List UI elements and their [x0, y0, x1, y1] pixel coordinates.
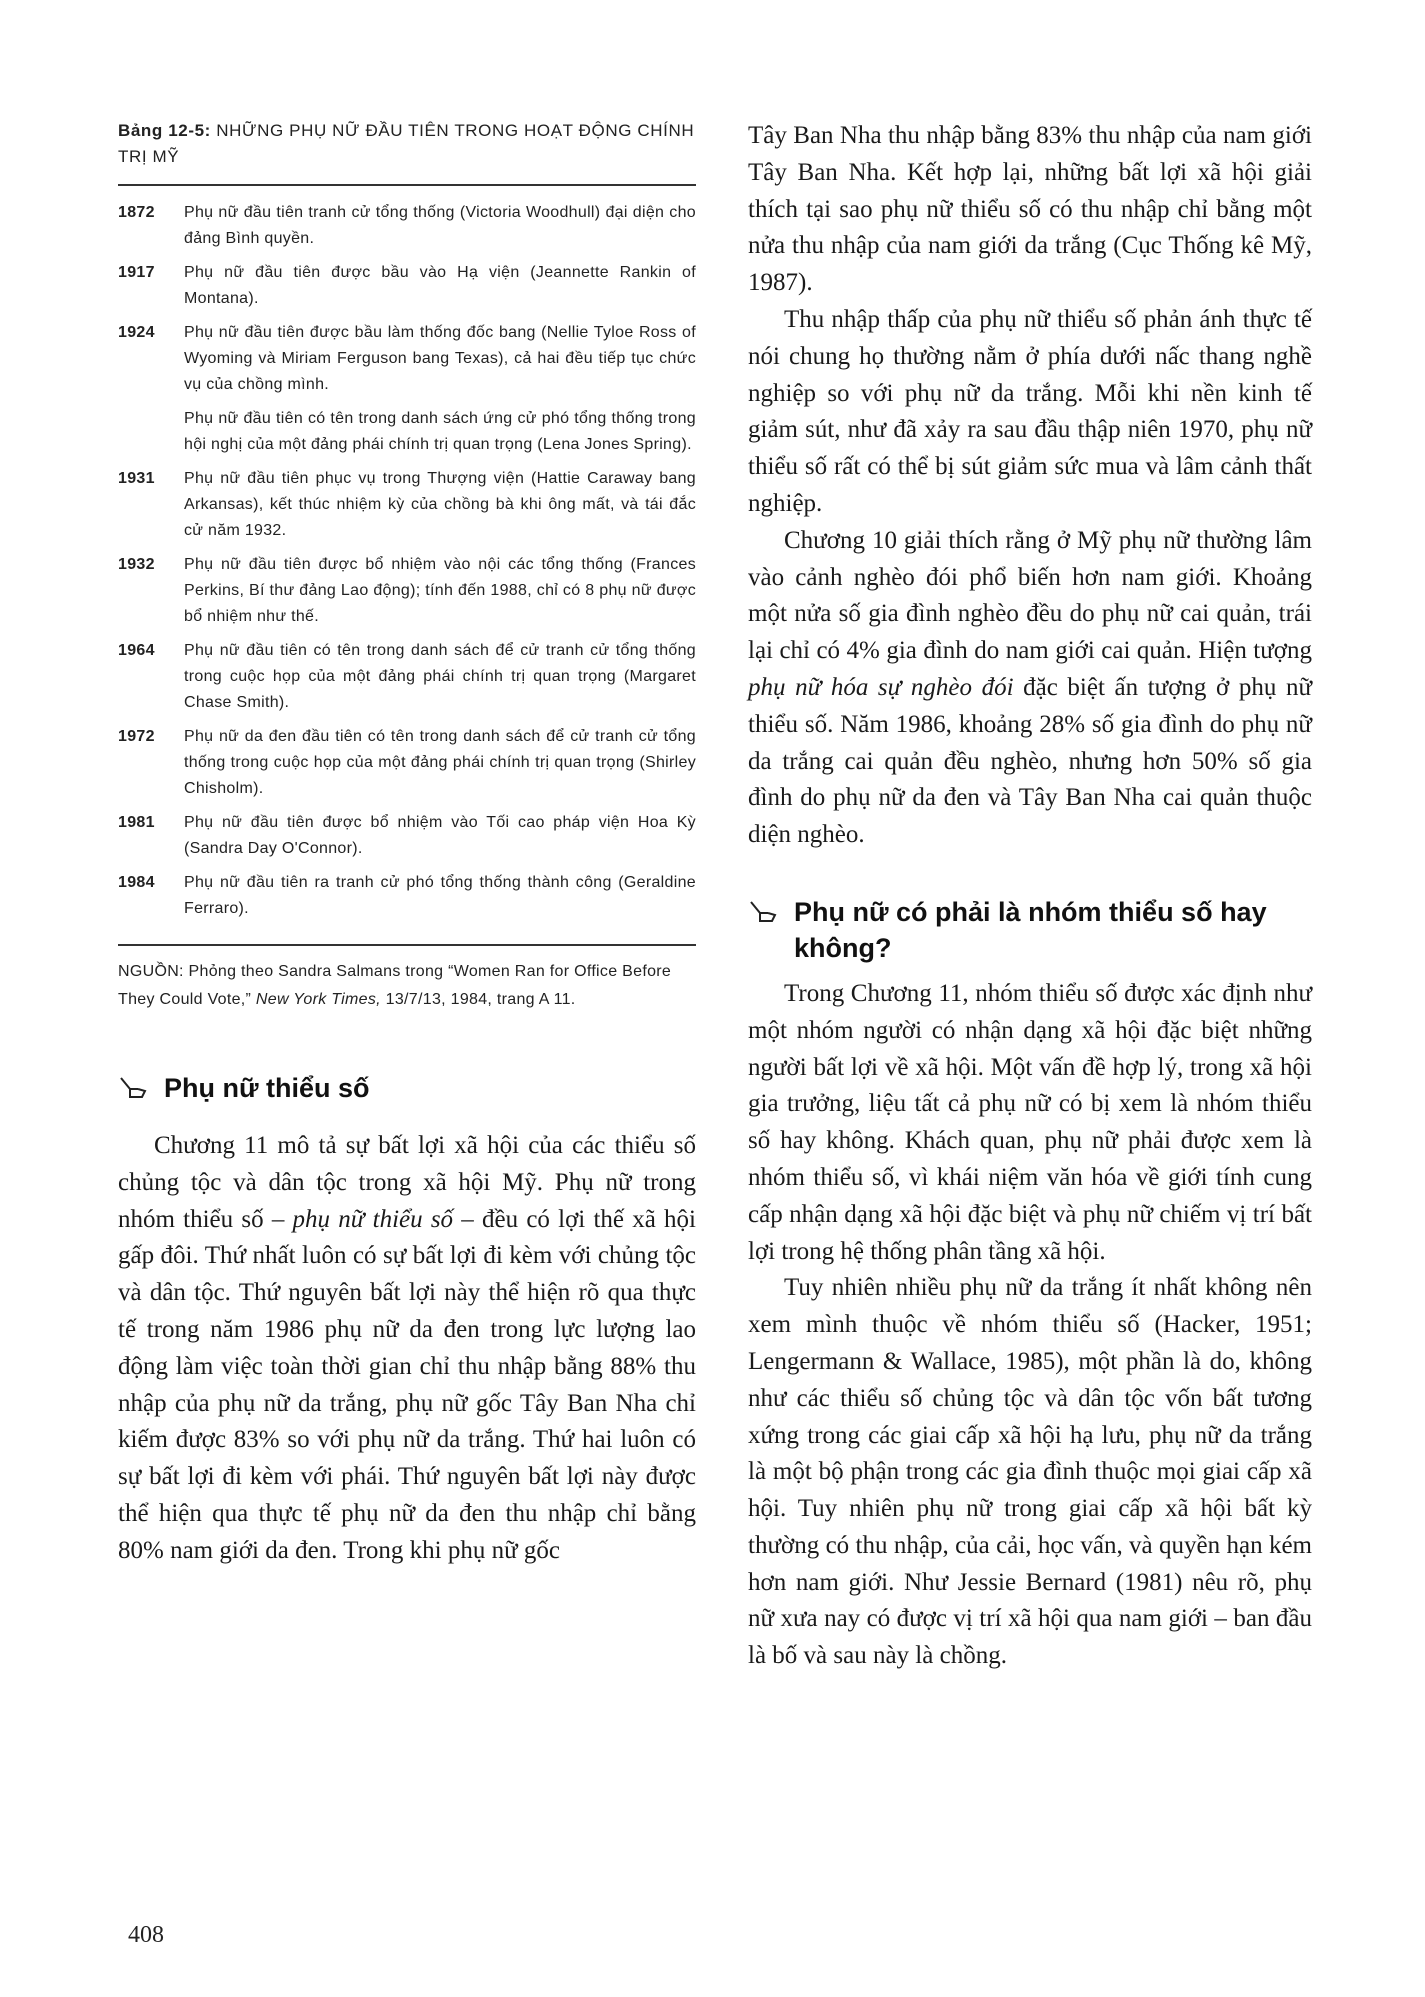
pointing-hand-icon — [118, 1074, 148, 1110]
timeline-text: Phụ nữ đầu tiên được bổ nhiệm vào nội các tổng thống (Frances Perkins, Bí thư đảng Lao động); tính đến 1988, chỉ có 8 phụ nữ được bổ nhiệm như thế. — [184, 556, 696, 625]
timeline-entry — [118, 810, 696, 862]
paragraph-minority-women-2: Thu nhập thấp của phụ nữ thiểu số phản ánh thực tế nói chung họ thường nằm ở phía dưới nấc thang nghề nghiệp so với phụ nữ da trắng. Mỗi khi nền kinh tế giảm sút, như đã xảy ra sau đầu thập niên 1970, phụ nữ thiểu số rất có thể bị sút giảm sức mua và lâm cảnh thất nghiệp. — [748, 305, 1312, 517]
table-label: Bảng 12-5: — [118, 121, 211, 140]
table-source-note — [118, 958, 696, 1014]
timeline-year: 1964 — [118, 642, 155, 659]
section-heading-text: Phụ nữ có phải là nhóm thiểu số hay không? — [794, 896, 1267, 963]
timeline-entry — [118, 552, 696, 630]
timeline-text: Phụ nữ đầu tiên ra tranh cử phó tổng thống thành công (Geraldine Ferraro). — [184, 874, 696, 917]
timeline-year: 1924 — [118, 324, 155, 341]
timeline-entry — [118, 200, 696, 252]
text-run: – đều có lợi thế xã hội gấp đôi. Thứ nhất luôn có sự bất lợi đi kèm với chủng tộc và dân tộc. Thứ nguyên bất lợi này thể hiện rõ qua thực tế trong năm 1986 phụ nữ da đen trong lực lượng lao động làm việc toàn thời gian chỉ thu nhập bằng 88% thu nhập của phụ nữ da trắng, phụ nữ gốc Tây Ban Nha chỉ kiếm được 83% so với phụ nữ da trắng. Thứ hai luôn có sự bất lợi đi kèm với phái. Thứ nguyên bất lợi này được thể hiện qua thực tế phụ nữ da đen thu nhập chỉ bằng 80% nam giới da đen. Trong khi phụ nữ gốc — [118, 1205, 696, 1564]
timeline-entry — [118, 466, 696, 544]
timeline-entry — [118, 724, 696, 802]
table-caption — [118, 118, 696, 186]
text-run: Chương 11 mô tả sự bất lợi xã hội của các thiểu số chủng tộc và dân tộc trong xã hội Mỹ. Phụ nữ trong nhóm thiểu số – — [118, 1132, 696, 1233]
timeline-text: Phụ nữ đầu tiên tranh cử tổng thống (Victoria Woodhull) đại diện cho đảng Bình quyền. — [184, 204, 696, 247]
timeline-text: Phụ nữ đầu tiên có tên trong danh sách để cử tranh cử tổng thống trong cuộc họp của một đảng phái chính trị quan trọng (Margaret Chase Smith). — [184, 642, 696, 711]
timeline-entry — [118, 260, 696, 312]
text-run: đặc biệt ấn tượng ở phụ nữ thiểu số. Năm 1986, khoảng 28% số gia đình do phụ nữ da trắng cai quản đều nghèo, nhưng hơn 50% số gia đình do phụ nữ da đen và Tây Ban Nha cai quản thuộc diện nghèo. — [748, 673, 1313, 849]
paragraph-women-minority-1: Trong Chương 11, nhóm thiểu số được xác định như một nhóm người có nhận dạng xã hội đặc biệt những người bất lợi về xã hội. Một vấn đề hợp lý, trong xã hội gia trưởng, liệu tất cả phụ nữ có bị xem là nhóm thiểu số hay không. Khách quan, phụ nữ phải được xem là nhóm thiểu số, vì khái niệm văn hóa về giới tính cung cấp nhận dạng xã hội đặc biệt và phụ nữ chiếm vị trí bất lợi trong hệ thống phân tầng xã hội. — [748, 979, 1312, 1265]
timeline-year: 1972 — [118, 728, 155, 745]
source-publication: New York Times, — [255, 991, 381, 1008]
pointing-hand-icon — [748, 898, 778, 934]
timeline-text: Phụ nữ đầu tiên được bổ nhiệm vào Tối cao pháp viện Hoa Kỳ (Sandra Day O'Connor). — [184, 814, 696, 857]
timeline-text: Phụ nữ đầu tiên có tên trong danh sách ứng cử phó tổng thống trong hội nghị của một đảng phái chính trị quan trọng (Lena Jones Spring). — [184, 410, 696, 453]
table-bottom-rule — [118, 944, 696, 946]
left-column — [118, 118, 696, 1570]
timeline-year: 1872 — [118, 204, 155, 221]
timeline-text: Phụ nữ đầu tiên được bầu vào Hạ viện (Jeannette Rankin of Montana). — [184, 264, 696, 307]
timeline-year: 1984 — [118, 874, 155, 891]
table-title: NHỮNG PHỤ NỮ ĐẦU TIÊN TRONG HOẠT ĐỘNG CHÍNH TRỊ MỸ — [118, 121, 695, 166]
timeline-text: Phụ nữ da đen đầu tiên có tên trong danh sách để cử tranh cử tổng thống trong cuộc họp của một đảng phái chính trị quan trọng (Shirley Chisholm). — [184, 728, 696, 797]
timeline-entry — [118, 406, 696, 458]
source-suffix: 13/7/13, 1984, trang A 11. — [385, 991, 576, 1008]
timeline-year: 1981 — [118, 814, 155, 831]
paragraph-women-minority-2: Tuy nhiên nhiều phụ nữ da trắng ít nhất không nên xem mình thuộc về nhóm thiểu số (Hacker, 1951; Lengermann & Wallace, 1985), một phần là do, không như các thiểu số chủng tộc và dân tộc vốn bất tương xứng trong các giai cấp xã hội hạ lưu, phụ nữ da trắng là một bộ phận trong các gia đình thuộc mọi giai cấp xã hội. Tuy nhiên phụ nữ trong giai cấp xã hội bất kỳ thường có thu nhập, của cải, học vấn, và quyền hạn kém hơn nam giới. Như Jessie Bernard (1981) nêu rõ, phụ nữ xưa nay có được vị trí xã hội qua nam giới – ban đầu là bố và sau này là chồng. — [748, 1274, 1312, 1670]
section-heading-minority-women — [118, 1070, 696, 1110]
source-prefix: NGUỒN: Phỏng theo Sandra Salmans trong “Women Ran for Office Before They Could Vote,” — [118, 963, 672, 1008]
timeline-list — [118, 200, 696, 922]
section-heading-women-minority-question — [748, 894, 1312, 966]
timeline-year: 1931 — [118, 470, 155, 487]
section-heading-text: Phụ nữ thiểu số — [164, 1073, 370, 1103]
timeline-entry — [118, 638, 696, 716]
timeline-year: 1917 — [118, 264, 155, 281]
right-column — [748, 118, 1312, 1675]
timeline-text: Phụ nữ đầu tiên phục vụ trong Thượng viện (Hattie Caraway bang Arkansas), kết thúc nhiệm kỳ của chồng bà khi ông mất, và tái đắc cử năm 1932. — [184, 470, 696, 539]
emphasis-term: phụ nữ thiểu số — [292, 1205, 454, 1233]
timeline-entry — [118, 320, 696, 398]
text-run: Chương 10 giải thích rằng ở Mỹ phụ nữ thường lâm vào cảnh nghèo đói phổ biến hơn nam giới. Khoảng một nửa số gia đình nghèo đều do phụ nữ cai quản, trái lại chỉ có 4% gia đình do nam giới cai quản. Hiện tượng — [748, 526, 1312, 665]
paragraph-minority-women-1 — [118, 1128, 696, 1570]
page-number: 408 — [128, 1922, 164, 1948]
emphasis-term: phụ nữ hóa sự nghèo đói — [748, 673, 1014, 701]
timeline-entry — [118, 870, 696, 922]
timeline-year: 1932 — [118, 556, 155, 573]
paragraph-continuation: Tây Ban Nha thu nhập bằng 83% thu nhập của nam giới Tây Ban Nha. Kết hợp lại, những bất lợi xã hội giải thích tại sao phụ nữ thiểu số có thu nhập chỉ bằng một nửa thu nhập của nam giới da trắng (Cục Thống kê Mỹ, 1987). — [748, 122, 1312, 297]
timeline-text: Phụ nữ đầu tiên được bầu làm thống đốc bang (Nellie Tyloe Ross of Wyoming và Miriam Ferguson bang Texas), cả hai đều tiếp tục chức vụ của chồng mình. — [184, 324, 696, 393]
paragraph-minority-women-3 — [748, 523, 1312, 854]
